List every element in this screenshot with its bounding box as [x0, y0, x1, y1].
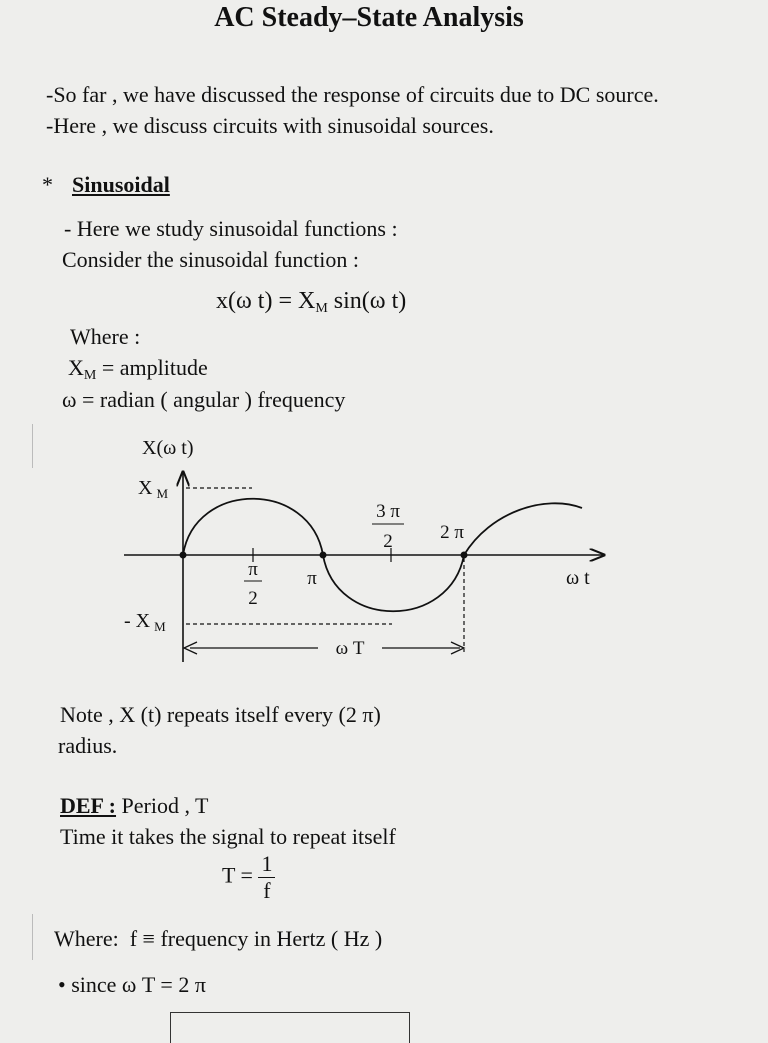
period-fraction-den: f: [263, 878, 271, 903]
note-line-2: radius.: [58, 733, 118, 758]
tick-3pi-half-den: 2: [383, 531, 393, 552]
y-axis-label: X(ω t): [142, 437, 194, 459]
neg-amplitude-label: - X $_M$: [124, 610, 166, 634]
where2-text: f ≡ frequency in Hertz ( Hz ): [129, 926, 383, 951]
period-fraction-num: 1: [258, 851, 275, 878]
formula-rhs: sin(ω t): [333, 288, 407, 314]
formula-amplitude: X: [298, 288, 316, 314]
omega-definition: ω = radian ( angular ) frequency: [62, 387, 346, 412]
page-title: AC Steady–State Analysis: [214, 2, 524, 33]
where-label: Where :: [70, 324, 141, 349]
section-line-1: - Here we study sinusoidal functions :: [64, 216, 398, 241]
since-bullet: •: [58, 972, 66, 997]
tick-3pi-half-num: 3 π: [376, 501, 400, 522]
margin-mark-2: [32, 914, 33, 960]
section-bullet: *: [42, 172, 53, 197]
section-heading: Sinusoidal: [72, 172, 170, 197]
sinusoid-formula: [216, 288, 406, 317]
since-text: since ω T = 2 π: [71, 972, 206, 997]
formula-equals: =: [278, 288, 292, 314]
def-line: Time it takes the signal to repeat itself: [60, 824, 396, 849]
crossing-dot-pi: [320, 552, 327, 559]
note-line-1: Note , X (t) repeats itself every (2 π): [60, 702, 381, 727]
period-label: ω T: [335, 638, 365, 659]
amplitude-definition: $X_M$ = amplitude: [68, 355, 208, 383]
intro-line-2: -Here , we discuss circuits with sinusoidal sources.: [46, 113, 494, 138]
period-formula: [222, 851, 275, 904]
crossing-dot-0: [180, 552, 187, 559]
pos-amplitude-label: X $_M$: [138, 477, 169, 501]
def-heading: [60, 793, 209, 819]
where2-label: Where:: [54, 926, 119, 951]
sine-wave-graph: [0, 420, 640, 670]
def-title: Period , T: [116, 793, 209, 818]
tick-pi-half-num: π: [248, 559, 258, 580]
since-line: [58, 972, 206, 998]
def-label: DEF :: [60, 793, 117, 818]
section-line-2: Consider the sinusoidal function :: [62, 247, 359, 272]
tick-2pi-label: 2 π: [440, 522, 464, 543]
formula-lhs: x(ω t): [216, 288, 273, 314]
period-fraction: [258, 851, 275, 904]
answer-box: [170, 1012, 410, 1043]
period-formula-lhs: T =: [222, 862, 253, 888]
tick-pi-half-den: 2: [248, 588, 258, 609]
x-axis-label: ω t: [566, 567, 590, 589]
crossing-dot-2pi: [461, 552, 468, 559]
where2-line: [54, 926, 382, 952]
formula-amplitude-sub: M: [315, 301, 328, 316]
intro-line-1: -So far , we have discussed the response of circuits due to DC source.: [46, 82, 659, 107]
tick-pi-label: π: [307, 568, 317, 589]
